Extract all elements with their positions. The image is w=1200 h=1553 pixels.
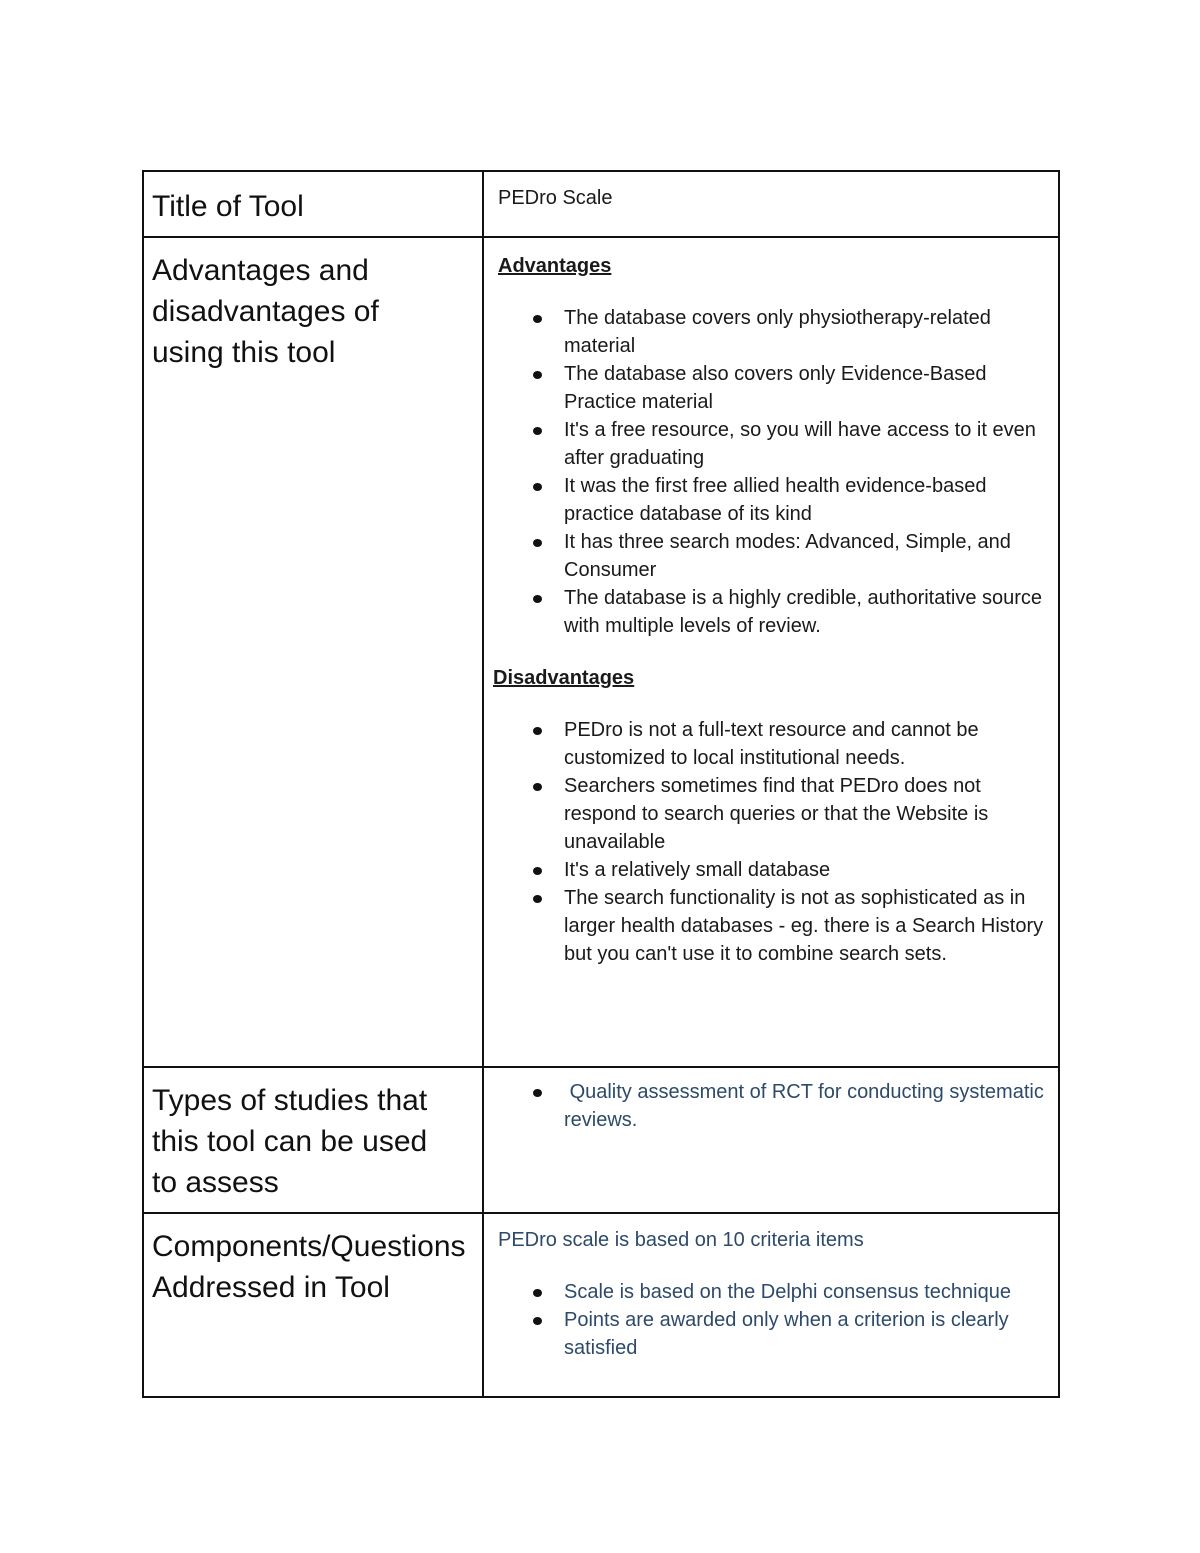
study-types-list <box>498 1078 1050 1134</box>
list-item-text: It's a free resource, so you will have access to it even after graduating <box>564 419 1036 469</box>
list-item-text: Points are awarded only when a criterion is clearly satisfied <box>564 1309 1009 1359</box>
tool-name: PEDro Scale <box>498 187 613 209</box>
list-item <box>564 360 1044 416</box>
list-item-text: The search functionality is not as sophisticated as in larger health databases - eg. there is a Search History but you can't use it to combine search sets. <box>564 887 1044 965</box>
bullet-icon <box>533 1089 542 1097</box>
row-label-cell <box>143 1213 483 1397</box>
list-item-text: It was the first free allied health evidence-based practice database of its kind <box>564 475 987 525</box>
study-types-label: Types of studies that this tool can be used to assess <box>152 1084 428 1199</box>
row-value-cell <box>483 1213 1059 1397</box>
table-row <box>143 1213 1059 1397</box>
bullet-icon <box>533 783 542 791</box>
tool-table <box>142 170 1060 1398</box>
bullet-icon <box>533 483 542 491</box>
components-list <box>498 1278 1044 1362</box>
list-item <box>564 856 1044 884</box>
advantages-disadvantages-label: Advantages and disadvantages of using this tool <box>152 254 379 369</box>
disadvantages-heading: Disadvantages <box>493 667 635 689</box>
list-item-text: It's a relatively small database <box>564 859 831 881</box>
advantages-list <box>498 304 1044 640</box>
advantages-content <box>484 238 1058 968</box>
row-value-cell <box>483 237 1059 1067</box>
bullet-icon <box>533 539 542 547</box>
list-item <box>564 1306 1044 1362</box>
list-item-text: Searchers sometimes find that PEDro does not respond to search queries or that the Website is unavailable <box>564 775 989 853</box>
list-item <box>564 716 1044 772</box>
row-value-cell <box>483 1067 1059 1213</box>
list-item <box>564 304 1044 360</box>
row-value-cell <box>483 171 1059 237</box>
disadvantages-list <box>498 716 1044 968</box>
list-item <box>564 772 1044 856</box>
list-item-text: PEDro is not a full-text resource and cannot be customized to local institutional needs. <box>564 719 979 769</box>
bullet-icon <box>533 727 542 735</box>
bullet-icon <box>533 1289 542 1297</box>
bullet-icon <box>533 595 542 603</box>
title-of-tool-label: Title of Tool <box>152 190 304 223</box>
document-page <box>142 170 1060 1398</box>
components-content <box>484 1214 1058 1362</box>
row-label-cell <box>143 171 483 237</box>
row-label-cell <box>143 237 483 1067</box>
list-item-text: It has three search modes: Advanced, Simple, and Consumer <box>564 531 1011 581</box>
bullet-icon <box>533 895 542 903</box>
list-item-text: Quality assessment of RCT for conducting systematic reviews. <box>564 1081 1050 1131</box>
list-item <box>564 1278 1044 1306</box>
list-item <box>564 528 1044 584</box>
list-item-text: The database also covers only Evidence-Based Practice material <box>564 363 987 413</box>
list-item <box>564 584 1044 640</box>
bullet-icon <box>533 371 542 379</box>
bullet-icon <box>533 315 542 323</box>
list-item-text: The database covers only physiotherapy-related material <box>564 307 991 357</box>
table-row <box>143 1067 1059 1213</box>
row-label-cell <box>143 1067 483 1213</box>
list-item-text: The database is a highly credible, authoritative source with multiple levels of review. <box>564 587 1043 637</box>
table-row <box>143 171 1059 237</box>
list-item <box>564 472 1044 528</box>
components-label: Components/Questions Addressed in Tool <box>152 1230 466 1304</box>
list-item-text: Scale is based on the Delphi consensus technique <box>564 1281 1011 1303</box>
bullet-icon <box>533 1317 542 1325</box>
list-item <box>564 416 1044 472</box>
bullet-icon <box>533 427 542 435</box>
components-intro: PEDro scale is based on 10 criteria items <box>498 1229 864 1251</box>
list-item <box>564 1078 1050 1134</box>
list-item <box>564 884 1044 968</box>
study-types-content <box>484 1068 1058 1134</box>
bullet-icon <box>533 867 542 875</box>
advantages-heading: Advantages <box>498 255 612 277</box>
table-row <box>143 237 1059 1067</box>
